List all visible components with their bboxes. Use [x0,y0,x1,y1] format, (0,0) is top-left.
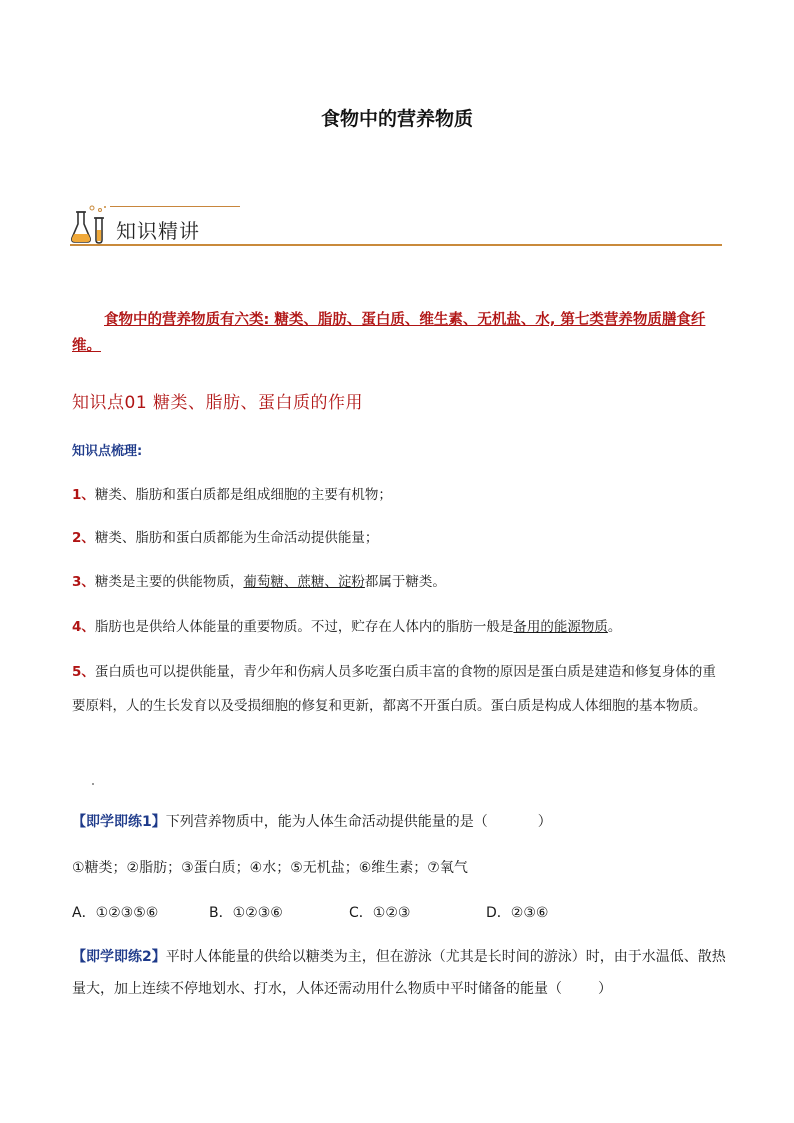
page-title: 食物中的营养物质 [320,108,473,130]
intro-paragraph [72,307,724,359]
point-3 [72,567,724,598]
point-text: 糖类、脂肪和蛋白质都是组成细胞的主要有机物； [94,487,392,503]
question-1 [72,807,726,838]
point-4 [72,612,724,643]
intro-text: 食物中的营养物质有六类: 糖类、脂肪、蛋白质、维生素、无机盐、水, 第七类营养物质膳食纤维。 [72,312,706,354]
point-text: 糖类是主要的供能物质， [94,574,244,590]
question-paren-end: ） [598,981,612,997]
header-rule [70,244,722,246]
point-1 [72,480,724,511]
point-number: 5、 [72,664,95,680]
stray-dot [92,783,94,785]
option-b[interactable]: B．①②③⑥ [209,905,283,921]
option-a[interactable]: A．①②③⑤⑥ [72,905,159,921]
question-text: 平时人体能量的供给以糖类为主，但在游泳（尤其是长时间的游泳）时，由于水温低、散热量大，加上连续不停地划水、打水，人体还需动用什么物质中平时储备的能量（ [72,949,726,997]
section-label: 知识精讲 [116,219,200,243]
option-d[interactable]: D．②③⑥ [486,905,549,921]
question-tag: 【即学即练1】 [72,814,166,830]
point-underlined-text: 葡萄糖、蔗糖、淀粉 [243,574,365,590]
question-paren-end: ） [537,814,552,830]
question-text: 下列营养物质中，能为人体生命活动提供能量的是（ [165,814,488,830]
point-number: 2、 [72,530,95,546]
question-2 [72,941,726,1005]
point-text: 蛋白质也可以提供能量，青少年和伤病人员多吃蛋白质丰富的食物的原因是蛋白质是建造和修复身体的重要原料，人的生长发育以及受损细胞的修复和更新，都离不开蛋白质。蛋白质是构成人体细胞的基本物质。 [72,664,716,714]
point-underlined-text: 备用的能源物质 [513,619,608,635]
point-text: 脂肪也是供给人体能量的重要物质。不过，贮存在人体内的脂肪一般是 [94,619,514,635]
question-1-items: ①糖类；②脂肪；③蛋白质；④水；⑤无机盐；⑥维生素；⑦氧气 [72,860,468,876]
knowledge-point-title: 知识点01 糖类、脂肪、蛋白质的作用 [72,393,364,413]
point-2 [72,523,724,554]
point-text-end: 。 [607,619,622,635]
point-text-end: 都属于糖类。 [364,574,446,590]
flask-icon [70,204,110,244]
header-top-line [110,206,240,207]
point-number: 1、 [72,487,95,503]
point-text: 糖类、脂肪和蛋白质都能为生命活动提供能量； [94,530,379,546]
option-c[interactable]: C．①②③ [349,905,411,921]
point-5 [72,655,724,723]
point-number: 3、 [72,574,95,590]
section-header [70,198,722,248]
subsection-title: 知识点梳理: [72,444,143,459]
question-tag: 【即学即练2】 [72,949,166,965]
point-number: 4、 [72,619,95,635]
